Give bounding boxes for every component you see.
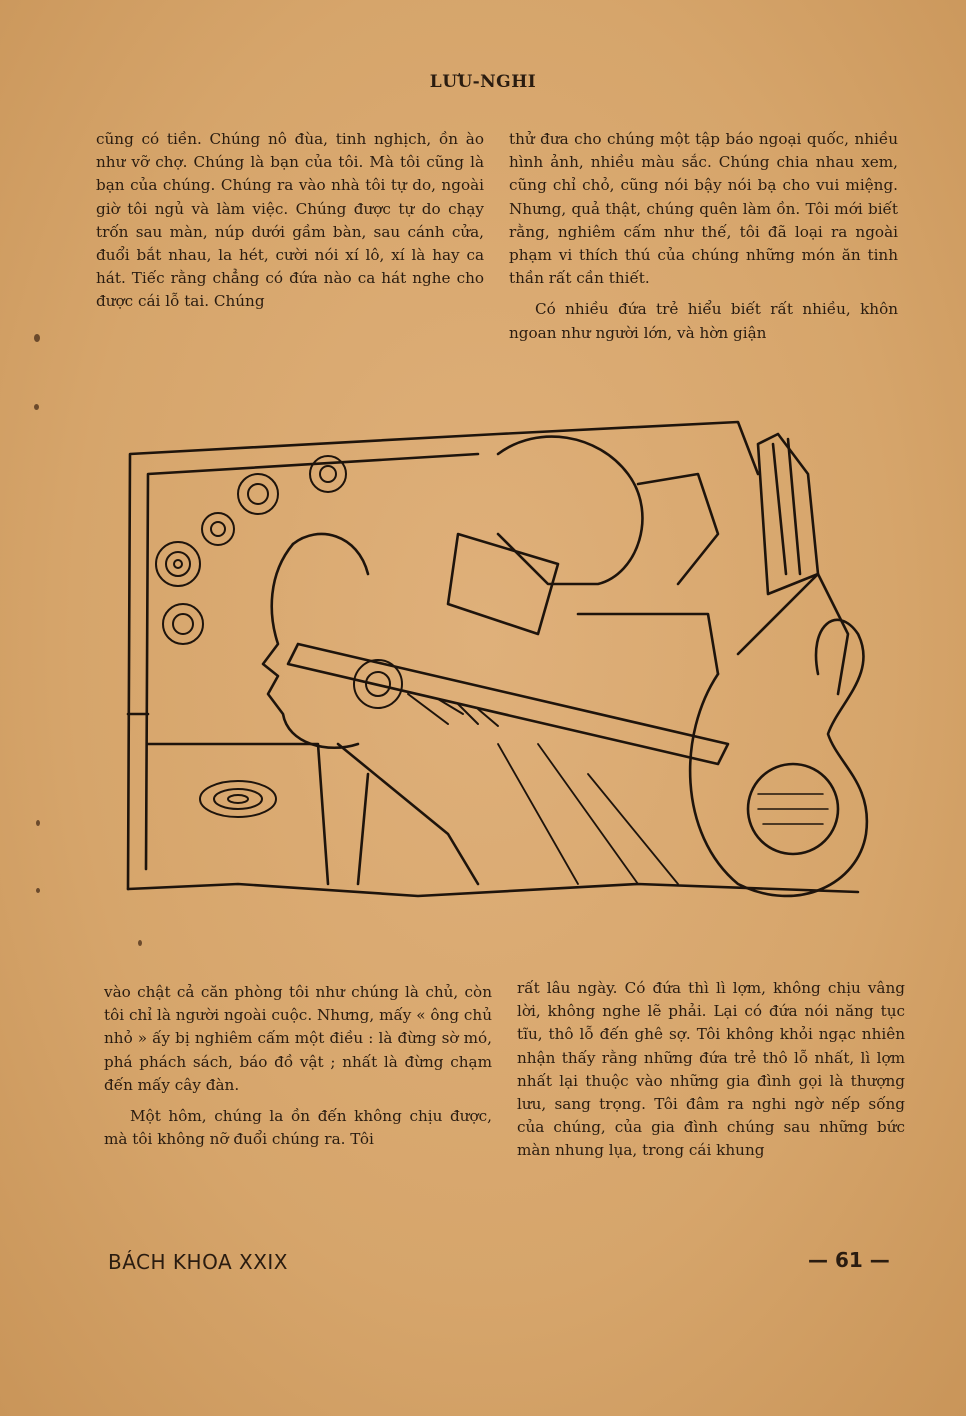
column-top-right [509,128,898,345]
paper-speck [36,820,40,826]
column-top-left [96,128,484,314]
paper-speck [138,940,142,946]
paragraph: cũng có tiền. Chúng nô đùa, tinh nghịch, ồn ào như vỡ chợ. Chúng là bạn của tôi. Mà tôi cũng là bạn của chúng. Chúng ra vào nhà tôi tự do, ngoài giờ tôi ngủ và làm việc. Chúng được tự do chạy trốn sau màn, núp dưới gầm bàn, sau cánh cửa, đuổi bắt nhau, la hét, cười nói xí lô, xí là hay ca hát. Tiếc rằng chẳng có đứa nào ca hát nghe cho được cái lỗ tai. Chúng [96,130,484,311]
cubist-guitar-sketch-icon [118,414,880,914]
column-bottom-right [517,977,905,1163]
page-number: — 61 — [808,1248,890,1272]
column-bottom-left [104,981,492,1151]
paper-speck [34,334,40,342]
magazine-title: BÁCH KHOA XXIX [108,1250,288,1274]
page-header: LƯU-NGHI [429,72,537,92]
paper-speck [36,888,40,893]
paragraph: Có nhiều đứa trẻ hiểu biết rất nhiều, khôn ngoan như người lớn, và hờn giận [509,300,898,342]
paragraph: rất lâu ngày. Có đứa thì lì lợm, không chịu vâng lời, không nghe lẽ phải. Lại có đứa nói năng tục tĩu, thô lỗ đến ghê sợ. Tôi không khỏi ngạc nhiên nhận thấy rằng những đứa trẻ thô lỗ nhất, lì lợm nhất lại thuộc vào những gia đình gọi là thượng lưu, sang trọng. Tôi đâm ra nghi ngờ nếp sống của chúng, của gia đình chúng sau những bức màn nhung lụa, trong cái khung [517,979,905,1160]
paragraph: Một hôm, chúng la ồn đến không chịu được, mà tôi không nỡ đuổi chúng ra. Tôi [104,1107,492,1149]
paper-speck [34,404,39,410]
paragraph: thử đưa cho chúng một tập báo ngoại quốc, nhiều hình ảnh, nhiều màu sắc. Chúng chia nhau xem, cũng chỉ chỏ, cũng nói bậy nói bạ cho vui miệng. Nhưng, quả thật, chúng quên làm ồn. Tôi mới biết rằng, nghiêm cấm như thế, tôi đã loại ra ngoài phạm vi thích thú của chúng những món ăn tinh thần rất cần thiết. [509,130,898,288]
paragraph: vào chật cả căn phòng tôi như chúng là chủ, còn tôi chỉ là người ngoài cuộc. Nhưng, mấy « ông chủ nhỏ » ấy bị nghiêm cấm một điều : là đừng sờ mó, phá phách sách, báo đồ vật ; nhất là đừng chạm đến mấy cây đàn. [104,983,492,1094]
